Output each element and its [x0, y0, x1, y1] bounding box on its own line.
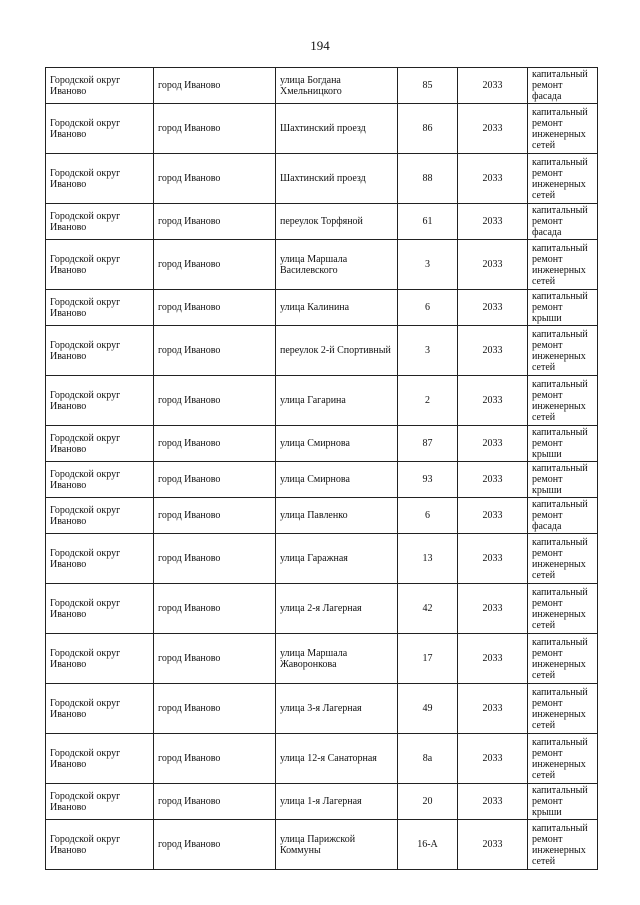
year-cell: 2033 [458, 290, 528, 326]
street-cell: улица Смирнова [276, 426, 398, 462]
work-type-cell: капитальный ремонт крыши [528, 290, 598, 326]
house-number-cell: 2 [398, 376, 458, 426]
district-cell: Городской округ Иваново [46, 154, 154, 204]
street-cell: Шахтинский проезд [276, 154, 398, 204]
house-number-cell: 42 [398, 584, 458, 634]
house-number-cell: 86 [398, 104, 458, 154]
table-row [46, 68, 598, 104]
table-row [46, 734, 598, 784]
city-cell: город Иваново [154, 784, 276, 820]
table-body [46, 68, 598, 870]
street-cell: улица 2-я Лагерная [276, 584, 398, 634]
year-cell: 2033 [458, 684, 528, 734]
city-cell: город Иваново [154, 498, 276, 534]
city-cell: город Иваново [154, 584, 276, 634]
year-cell: 2033 [458, 426, 528, 462]
table-row [46, 784, 598, 820]
city-cell: город Иваново [154, 634, 276, 684]
year-cell: 2033 [458, 376, 528, 426]
table-row [46, 820, 598, 870]
street-cell: улица Богдана Хмельницкого [276, 68, 398, 104]
year-cell: 2033 [458, 784, 528, 820]
house-number-cell: 16-А [398, 820, 458, 870]
year-cell: 2033 [458, 534, 528, 584]
district-cell: Городской округ Иваново [46, 68, 154, 104]
district-cell: Городской округ Иваново [46, 104, 154, 154]
house-number-cell: 3 [398, 326, 458, 376]
work-type-cell: капитальный ремонт инженерных сетей [528, 634, 598, 684]
street-cell: улица Парижской Коммуны [276, 820, 398, 870]
street-cell: улица Калинина [276, 290, 398, 326]
work-type-cell: капитальный ремонт инженерных сетей [528, 684, 598, 734]
work-type-cell: капитальный ремонт инженерных сетей [528, 584, 598, 634]
district-cell: Городской округ Иваново [46, 534, 154, 584]
district-cell: Городской округ Иваново [46, 426, 154, 462]
district-cell: Городской округ Иваново [46, 204, 154, 240]
house-number-cell: 93 [398, 462, 458, 498]
table-row [46, 154, 598, 204]
district-cell: Городской округ Иваново [46, 734, 154, 784]
work-type-cell: капитальный ремонт инженерных сетей [528, 104, 598, 154]
city-cell: город Иваново [154, 68, 276, 104]
city-cell: город Иваново [154, 462, 276, 498]
table-row [46, 634, 598, 684]
street-cell: улица Маршала Василевского [276, 240, 398, 290]
table-row [46, 498, 598, 534]
table-row [46, 462, 598, 498]
district-cell: Городской округ Иваново [46, 820, 154, 870]
street-cell: улица Павленко [276, 498, 398, 534]
street-cell: улица Гагарина [276, 376, 398, 426]
house-number-cell: 88 [398, 154, 458, 204]
city-cell: город Иваново [154, 240, 276, 290]
street-cell: улица Маршала Жаворонкова [276, 634, 398, 684]
work-type-cell: капитальный ремонт инженерных сетей [528, 376, 598, 426]
house-number-cell: 49 [398, 684, 458, 734]
street-cell: улица 3-я Лагерная [276, 684, 398, 734]
house-number-cell: 87 [398, 426, 458, 462]
city-cell: город Иваново [154, 104, 276, 154]
district-cell: Городской округ Иваново [46, 584, 154, 634]
city-cell: город Иваново [154, 820, 276, 870]
house-number-cell: 17 [398, 634, 458, 684]
district-cell: Городской округ Иваново [46, 684, 154, 734]
year-cell: 2033 [458, 68, 528, 104]
house-number-cell: 85 [398, 68, 458, 104]
work-type-cell: капитальный ремонт инженерных сетей [528, 326, 598, 376]
district-cell: Городской округ Иваново [46, 784, 154, 820]
city-cell: город Иваново [154, 534, 276, 584]
district-cell: Городской округ Иваново [46, 634, 154, 684]
year-cell: 2033 [458, 734, 528, 784]
house-number-cell: 20 [398, 784, 458, 820]
work-type-cell: капитальный ремонт инженерных сетей [528, 240, 598, 290]
work-type-cell: капитальный ремонт инженерных сетей [528, 820, 598, 870]
street-cell: переулок 2-й Спортивный [276, 326, 398, 376]
city-cell: город Иваново [154, 376, 276, 426]
work-type-cell: капитальный ремонт инженерных сетей [528, 154, 598, 204]
district-cell: Городской округ Иваново [46, 498, 154, 534]
work-type-cell: капитальный ремонт инженерных сетей [528, 534, 598, 584]
district-cell: Городской округ Иваново [46, 290, 154, 326]
year-cell: 2033 [458, 634, 528, 684]
city-cell: город Иваново [154, 684, 276, 734]
year-cell: 2033 [458, 820, 528, 870]
year-cell: 2033 [458, 240, 528, 290]
house-number-cell: 8а [398, 734, 458, 784]
work-type-cell: капитальный ремонт инженерных сетей [528, 734, 598, 784]
table-row [46, 584, 598, 634]
work-type-cell: капитальный ремонт фасада [528, 498, 598, 534]
table-row [46, 204, 598, 240]
city-cell: город Иваново [154, 426, 276, 462]
year-cell: 2033 [458, 204, 528, 240]
table-row [46, 376, 598, 426]
city-cell: город Иваново [154, 154, 276, 204]
work-type-cell: капитальный ремонт крыши [528, 426, 598, 462]
house-number-cell: 6 [398, 290, 458, 326]
street-cell: Шахтинский проезд [276, 104, 398, 154]
district-cell: Городской округ Иваново [46, 240, 154, 290]
work-type-cell: капитальный ремонт крыши [528, 784, 598, 820]
street-cell: улица 1-я Лагерная [276, 784, 398, 820]
street-cell: улица Гаражная [276, 534, 398, 584]
house-number-cell: 13 [398, 534, 458, 584]
table-row [46, 104, 598, 154]
table-row [46, 326, 598, 376]
city-cell: город Иваново [154, 204, 276, 240]
house-number-cell: 6 [398, 498, 458, 534]
street-cell: улица Смирнова [276, 462, 398, 498]
work-type-cell: капитальный ремонт фасада [528, 68, 598, 104]
city-cell: город Иваново [154, 734, 276, 784]
district-cell: Городской округ Иваново [46, 326, 154, 376]
table-row [46, 240, 598, 290]
house-number-cell: 61 [398, 204, 458, 240]
street-cell: улица 12-я Санаторная [276, 734, 398, 784]
street-cell: переулок Торфяной [276, 204, 398, 240]
year-cell: 2033 [458, 462, 528, 498]
year-cell: 2033 [458, 584, 528, 634]
work-type-cell: капитальный ремонт фасада [528, 204, 598, 240]
year-cell: 2033 [458, 326, 528, 376]
table-row [46, 534, 598, 584]
house-number-cell: 3 [398, 240, 458, 290]
year-cell: 2033 [458, 154, 528, 204]
table-row [46, 684, 598, 734]
table-row [46, 426, 598, 462]
table-row [46, 290, 598, 326]
page-number: 194 [310, 38, 330, 53]
year-cell: 2033 [458, 498, 528, 534]
city-cell: город Иваново [154, 326, 276, 376]
year-cell: 2033 [458, 104, 528, 154]
city-cell: город Иваново [154, 290, 276, 326]
district-cell: Городской округ Иваново [46, 462, 154, 498]
work-type-cell: капитальный ремонт крыши [528, 462, 598, 498]
repair-schedule-table [45, 67, 598, 870]
district-cell: Городской округ Иваново [46, 376, 154, 426]
